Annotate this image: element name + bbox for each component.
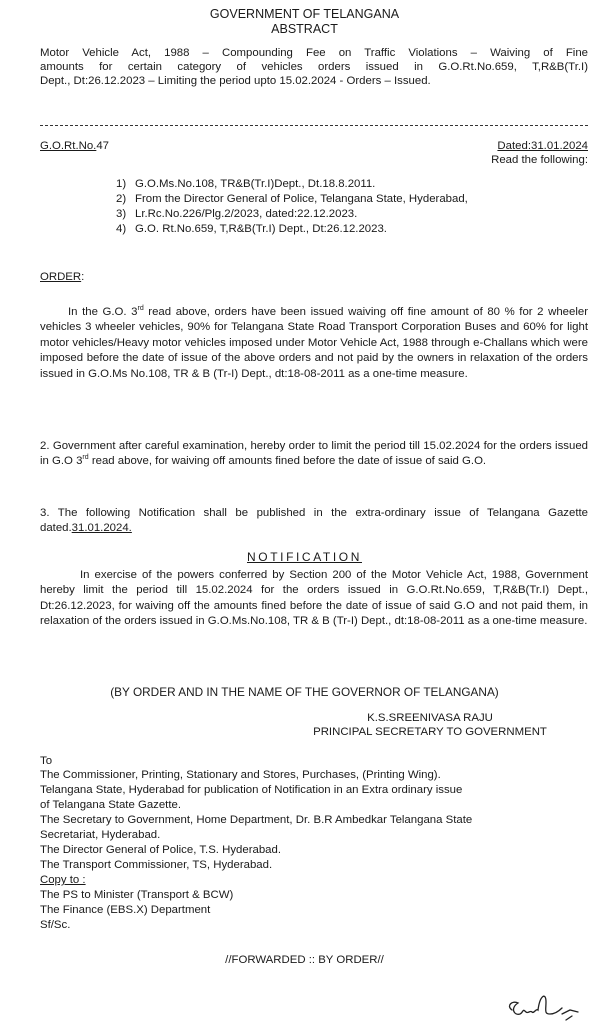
subject-line-1: Motor Vehicle Act, 1988 – Compounding Fee on Traffic Violations – Waiving of Fine — [40, 47, 588, 59]
copy-line: The Finance (EBS.X) Department — [40, 904, 211, 916]
to-label: To — [40, 755, 53, 767]
subject-line-2: amounts for certain category of vehicles orders issued in G.O.Rt.No.659, T,R&B(Tr.I) — [40, 61, 588, 73]
reference-item: 2) From the Director General of Police, Telangana State, Hyderabad, — [116, 193, 468, 205]
go-number-value: 47 — [96, 140, 110, 152]
separator-dashed-line — [40, 125, 588, 126]
reference-item: 4) G.O. Rt.No.659, T,R&B(Tr.I) Dept., Dt:26.12.2023. — [116, 223, 387, 235]
reference-item: 3) Lr.Rc.No.226/Plg.2/2023, dated:22.12.2023. — [116, 208, 358, 220]
recipient-line: Telangana State, Hyderabad for publication of Notification in an Extra ordinary issue — [40, 784, 463, 796]
order-heading: ORDER: — [40, 271, 85, 283]
header-government: GOVERNMENT OF TELANGANA — [209, 7, 400, 21]
subject-line-3: Dept., Dt:26.12.2023 – Limiting the period upto 15.02.2024 - Orders – Issued. — [40, 75, 431, 87]
recipient-line: The Transport Commissioner, TS, Hyderabad. — [40, 859, 273, 871]
forwarded-line: //FORWARDED :: BY ORDER// — [225, 954, 384, 966]
signature-icon — [500, 990, 600, 1024]
order-paragraph-3: 3. The following Notification shall be published in the extra-ordinary issue of Telangana Gazette dated.31.01.2024. — [40, 507, 588, 535]
notification-paragraph: In exercise of the powers conferred by Section 200 of the Motor Vehicle Act, 1988, Government hereby limit the period till 15.02.2024 for the orders issued in G.O.Rt.No.659, T,R&B(Tr.I) Dept., Dt:26.12.2023, for waiving off the amounts fined before the date of issue of said G.O and not paid them, in relaxation of the orders issued in G.O.Ms.No.108, TR & B (Tr-I) Dept., dt:18-08-2011 as a one-time measure. — [40, 569, 588, 628]
signatory-designation: PRINCIPAL SECRETARY TO GOVERNMENT — [313, 726, 547, 738]
notification-heading: NOTIFICATION — [247, 550, 362, 564]
recipient-line: Secretariat, Hyderabad. — [40, 829, 161, 841]
copy-line: Sf/Sc. — [40, 919, 71, 931]
recipient-line: of Telangana State Gazette. — [40, 799, 182, 811]
recipient-line: The Commissioner, Printing, Stationary and Stores, Purchases, (Printing Wing). — [40, 769, 441, 781]
recipient-line: The Secretary to Government, Home Department, Dr. B.R Ambedkar Telangana State — [40, 814, 473, 826]
gazette-date: 31.01.2024. — [71, 522, 132, 535]
signatory-name: K.S.SREENIVASA RAJU — [367, 712, 493, 724]
copy-line: The PS to Minister (Transport & BCW) — [40, 889, 234, 901]
go-number-label: G.O.Rt.No. — [40, 140, 97, 152]
header-abstract: ABSTRACT — [271, 22, 338, 36]
order-paragraph-2: 2. Government after careful examination, hereby order to limit the period till 15.02.2024 for the orders issued in G.O 3rd read above, for waiving off amounts fined before the date of issue of said G.O. — [40, 440, 588, 468]
copy-to-label: Copy to : — [40, 874, 86, 886]
go-number — [40, 139, 109, 153]
order-paragraph-1: In the G.O. 3rd read above, orders have been issued waiving off fine amount of 80 % for 2 wheeler vehicles 3 wheeler vehicles, 90% for Telangana State Road Transport Corporation Buses and 60% for light motor vehicles/Heavy motor vehicles imposed under Motor Vehicle Act, 1988 through e-Challans which were imposed before the date of issue of the above orders and not paid by the owners in relaxation of the orders issued in G.O.Ms No.108, TR & B (Tr-I) Dept., dt:18-08-2011 as a one-time measure. — [40, 305, 588, 380]
read-following: Read the following: — [491, 154, 588, 166]
recipient-line: The Director General of Police, T.S. Hyderabad. — [40, 844, 282, 856]
reference-item: 1) G.O.Ms.No.108, TR&B(Tr.I)Dept., Dt.18.8.2011. — [116, 178, 376, 190]
go-dated: Dated:31.01.2024 — [497, 140, 588, 152]
by-order-line: (BY ORDER AND IN THE NAME OF THE GOVERNOR OF TELANGANA) — [110, 685, 499, 699]
